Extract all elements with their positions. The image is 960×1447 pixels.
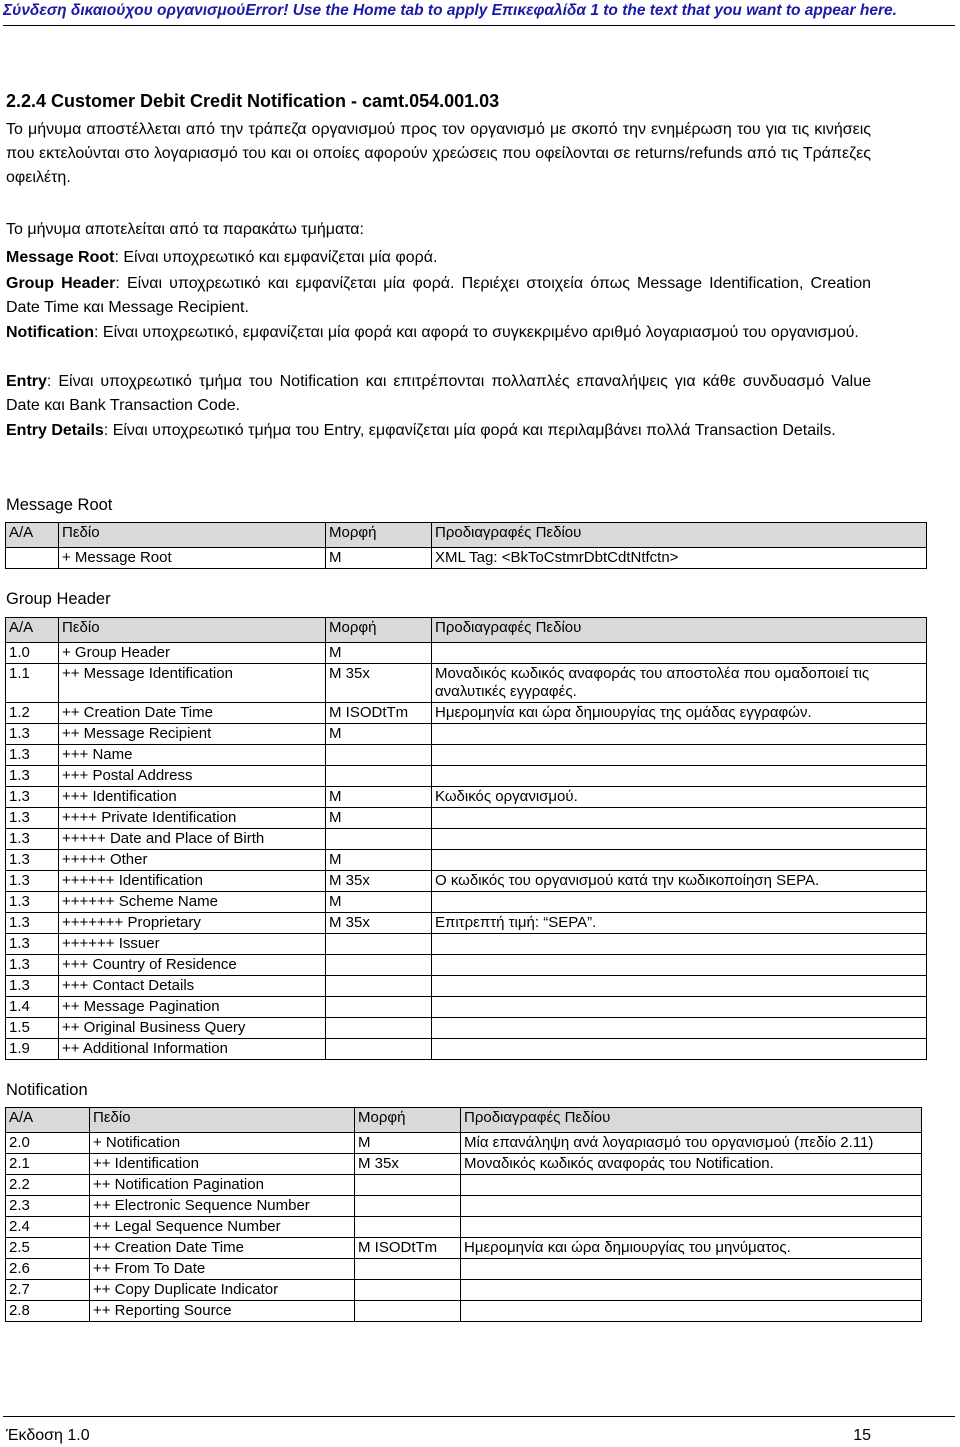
table-cell bbox=[432, 850, 927, 871]
table-cell: M bbox=[326, 892, 432, 913]
table-cell: 1.3 bbox=[6, 850, 59, 871]
table-row bbox=[6, 703, 927, 724]
table-cell: Ο κωδικός του οργανισμού κατά την κωδικοποίηση SEPA. bbox=[432, 871, 927, 892]
group-header-title: Group Header bbox=[6, 590, 111, 608]
table-cell bbox=[355, 1217, 461, 1238]
table-row bbox=[6, 1217, 922, 1238]
column-header: Προδιαγραφές Πεδίου bbox=[461, 1108, 922, 1133]
table-cell bbox=[461, 1280, 922, 1301]
table-cell: 2.6 bbox=[6, 1259, 90, 1280]
table-row bbox=[6, 664, 927, 703]
part-text: : Είναι υποχρεωτικό τμήμα του Notification και επιτρέπονται πολλαπλές επαναλήψεις για κάθε συνδυασμό Value Date και Bank Transaction Code. bbox=[6, 373, 871, 414]
table-row bbox=[6, 871, 927, 892]
table-cell: M 35x bbox=[326, 913, 432, 934]
column-header: Α/Α bbox=[6, 618, 59, 643]
table-row bbox=[6, 913, 927, 934]
table-cell bbox=[461, 1196, 922, 1217]
table-row bbox=[6, 643, 927, 664]
table-cell bbox=[355, 1196, 461, 1217]
table-cell bbox=[355, 1301, 461, 1322]
column-header: Μορφή bbox=[326, 618, 432, 643]
table-cell bbox=[461, 1259, 922, 1280]
table-cell: + Notification bbox=[90, 1133, 355, 1154]
table-cell: 2.8 bbox=[6, 1301, 90, 1322]
table-cell: Επιτρεπτή τιμή: “SEPA”. bbox=[432, 913, 927, 934]
table-cell: ++ Legal Sequence Number bbox=[90, 1217, 355, 1238]
table-cell bbox=[432, 643, 927, 664]
table-cell: M bbox=[326, 850, 432, 871]
table-cell: Ημερομηνία και ώρα δημιουργίας του μηνύματος. bbox=[461, 1238, 922, 1259]
table-row bbox=[6, 548, 927, 569]
column-header: Πεδίο bbox=[90, 1108, 355, 1133]
table-cell bbox=[432, 766, 927, 787]
table-cell: +++++++ Proprietary bbox=[59, 913, 326, 934]
table-cell bbox=[326, 955, 432, 976]
table-cell: 1.3 bbox=[6, 829, 59, 850]
table-cell: ++++ Private Identification bbox=[59, 808, 326, 829]
table-cell: 1.3 bbox=[6, 955, 59, 976]
table-cell: ++ Message Recipient bbox=[59, 724, 326, 745]
table-cell: +++ Contact Details bbox=[59, 976, 326, 997]
table-cell: ++ Electronic Sequence Number bbox=[90, 1196, 355, 1217]
parts-intro: Το μήνυμα αποτελείται από τα παρακάτω τμήματα: bbox=[6, 221, 364, 238]
table-cell bbox=[326, 997, 432, 1018]
table-cell bbox=[326, 1018, 432, 1039]
table-cell: 1.1 bbox=[6, 664, 59, 703]
table-cell bbox=[326, 1039, 432, 1060]
table-cell bbox=[326, 766, 432, 787]
table-cell bbox=[461, 1301, 922, 1322]
table-cell: ++ Message Pagination bbox=[59, 997, 326, 1018]
table-cell: +++ Identification bbox=[59, 787, 326, 808]
table-cell: M bbox=[355, 1133, 461, 1154]
table-cell: 1.3 bbox=[6, 808, 59, 829]
table-cell: 1.3 bbox=[6, 913, 59, 934]
table-cell: M bbox=[326, 724, 432, 745]
table-cell: ++ Creation Date Time bbox=[59, 703, 326, 724]
table-cell bbox=[6, 548, 59, 569]
notification-title: Notification bbox=[6, 1081, 88, 1099]
table-cell: ++ Identification bbox=[90, 1154, 355, 1175]
table-cell bbox=[432, 1039, 927, 1060]
section-heading: 2.2.4 Customer Debit Credit Notification - camt.054.001.03 bbox=[6, 91, 500, 111]
table-row bbox=[6, 787, 927, 808]
table-cell: ++ Notification Pagination bbox=[90, 1175, 355, 1196]
part-text: : Είναι υποχρεωτικό και εμφανίζεται μία φορά. Περιέχει στοιχεία όπως Message Identification, Creation Date Time και Message Recipient. bbox=[6, 275, 872, 316]
table-row bbox=[6, 724, 927, 745]
table-cell: 2.7 bbox=[6, 1280, 90, 1301]
footer-rule bbox=[3, 1416, 955, 1417]
table-cell: 1.4 bbox=[6, 997, 59, 1018]
column-header: Πεδίο bbox=[59, 523, 326, 548]
table-cell: 2.2 bbox=[6, 1175, 90, 1196]
column-header: Μορφή bbox=[355, 1108, 461, 1133]
table-cell: ++++++ Scheme Name bbox=[59, 892, 326, 913]
table-cell: M bbox=[326, 787, 432, 808]
table-header-row bbox=[6, 523, 927, 548]
table-row bbox=[6, 1018, 927, 1039]
table-cell: +++ Postal Address bbox=[59, 766, 326, 787]
table-cell bbox=[432, 808, 927, 829]
part-text: : Είναι υποχρεωτικό, εμφανίζεται μία φορά και αφορά το συγκεκριμένο αριθμό λογαριασμού του οργανισμού. bbox=[94, 324, 859, 341]
table-header-row bbox=[6, 1108, 922, 1133]
running-header: Σύνδεση δικαιούχου οργανισμούError! Use the Home tab to apply Επικεφαλίδα 1 to the text that you want to appear here. bbox=[3, 2, 897, 19]
table-row bbox=[6, 1039, 927, 1060]
table-cell: 1.9 bbox=[6, 1039, 59, 1060]
part-text: : Είναι υποχρεωτικό και εμφανίζεται μία φορά. bbox=[114, 249, 438, 266]
part-entry bbox=[6, 370, 871, 418]
table-row bbox=[6, 892, 927, 913]
table-cell: 1.3 bbox=[6, 871, 59, 892]
table-cell: M bbox=[326, 808, 432, 829]
table-cell: 2.5 bbox=[6, 1238, 90, 1259]
table-row bbox=[6, 1196, 922, 1217]
part-text: : Είναι υποχρεωτικό τμήμα του Entry, εμφανίζεται μία φορά και περιλαμβάνει πολλά Transaction Details. bbox=[103, 422, 836, 439]
table-row bbox=[6, 850, 927, 871]
table-cell: 2.1 bbox=[6, 1154, 90, 1175]
table-cell bbox=[326, 976, 432, 997]
table-row bbox=[6, 1280, 922, 1301]
table-cell: M ISODtTm bbox=[355, 1238, 461, 1259]
header-rule bbox=[3, 25, 955, 26]
table-cell: + Message Root bbox=[59, 548, 326, 569]
part-term: Notification bbox=[6, 324, 94, 341]
table-cell bbox=[432, 955, 927, 976]
table-row bbox=[6, 1154, 922, 1175]
table-row bbox=[6, 1133, 922, 1154]
table-cell bbox=[355, 1280, 461, 1301]
table-cell: ++ Additional Information bbox=[59, 1039, 326, 1060]
edition-label: Έκδοση 1.0 bbox=[6, 1427, 90, 1444]
table-cell: ++ Message Identification bbox=[59, 664, 326, 703]
table-cell: M ISODtTm bbox=[326, 703, 432, 724]
column-header: Προδιαγραφές Πεδίου bbox=[432, 523, 927, 548]
table-cell bbox=[432, 997, 927, 1018]
table-cell bbox=[355, 1175, 461, 1196]
column-header: Προδιαγραφές Πεδίου bbox=[432, 618, 927, 643]
table-cell: Ημερομηνία και ώρα δημιουργίας της ομάδας εγγραφών. bbox=[432, 703, 927, 724]
table-cell: Κωδικός οργανισμού. bbox=[432, 787, 927, 808]
table-cell: 1.3 bbox=[6, 787, 59, 808]
table-cell: 2.0 bbox=[6, 1133, 90, 1154]
part-entry-details bbox=[6, 419, 871, 443]
table-row bbox=[6, 745, 927, 766]
table-cell bbox=[432, 724, 927, 745]
table-row bbox=[6, 997, 927, 1018]
table-cell: 1.3 bbox=[6, 976, 59, 997]
table-cell: ++ Original Business Query bbox=[59, 1018, 326, 1039]
table-cell: Μοναδικός κωδικός αναφοράς του αποστολέα που ομαδοποιεί τις αναλυτικές εγγραφές. bbox=[432, 664, 927, 703]
table-cell: 1.5 bbox=[6, 1018, 59, 1039]
table-cell: 1.3 bbox=[6, 745, 59, 766]
table-header-row bbox=[6, 618, 927, 643]
table-row bbox=[6, 1301, 922, 1322]
table-row bbox=[6, 1238, 922, 1259]
table-cell: 1.3 bbox=[6, 766, 59, 787]
table-cell bbox=[432, 829, 927, 850]
table-row bbox=[6, 829, 927, 850]
table-cell: Μία επανάληψη ανά λογαριασμό του οργανισμού (πεδίο 2.11) bbox=[461, 1133, 922, 1154]
intro-paragraph: Το μήνυμα αποστέλλεται από την τράπεζα οργανισμού προς τον οργανισμό με σκοπό την ενημέρωση του για τις κινήσεις που εκτελούνται στο λογαριασμό του και οι οποίες αφορούν χρεώσεις που οφείλονται σε returns/refunds από τις Τράπεζες οφειλέτη. bbox=[6, 121, 871, 186]
column-header: Α/Α bbox=[6, 1108, 90, 1133]
part-term: Message Root bbox=[6, 249, 115, 266]
table-row bbox=[6, 1259, 922, 1280]
part-term: Entry bbox=[6, 373, 47, 390]
table-cell: ++ Reporting Source bbox=[90, 1301, 355, 1322]
table-cell bbox=[326, 829, 432, 850]
table-row bbox=[6, 955, 927, 976]
table-cell: M 35x bbox=[326, 664, 432, 703]
table-cell bbox=[432, 892, 927, 913]
part-term: Group Header bbox=[6, 275, 116, 292]
table-cell bbox=[355, 1259, 461, 1280]
table-cell bbox=[461, 1217, 922, 1238]
table-cell bbox=[461, 1175, 922, 1196]
table-cell: ++ Copy Duplicate Indicator bbox=[90, 1280, 355, 1301]
table-cell: XML Tag: <BkToCstmrDbtCdtNtfctn> bbox=[432, 548, 927, 569]
table-row bbox=[6, 1175, 922, 1196]
table-cell: M 35x bbox=[326, 871, 432, 892]
column-header: Μορφή bbox=[326, 523, 432, 548]
table-cell: 2.4 bbox=[6, 1217, 90, 1238]
part-group-header bbox=[6, 272, 871, 320]
table-cell: 1.0 bbox=[6, 643, 59, 664]
table-cell: M bbox=[326, 548, 432, 569]
part-message-root bbox=[6, 246, 871, 270]
page-number: 15 bbox=[853, 1427, 871, 1444]
table-cell: 2.3 bbox=[6, 1196, 90, 1217]
table-cell: ++ From To Date bbox=[90, 1259, 355, 1280]
table-cell: 1.3 bbox=[6, 724, 59, 745]
message-root-title: Message Root bbox=[6, 496, 113, 514]
table-cell: M 35x bbox=[355, 1154, 461, 1175]
group-header-table bbox=[5, 617, 927, 1060]
table-cell bbox=[326, 745, 432, 766]
table-cell: +++ Name bbox=[59, 745, 326, 766]
table-row bbox=[6, 766, 927, 787]
table-cell: +++++ Date and Place of Birth bbox=[59, 829, 326, 850]
column-header: Α/Α bbox=[6, 523, 59, 548]
table-cell: 1.2 bbox=[6, 703, 59, 724]
table-cell bbox=[432, 1018, 927, 1039]
table-row bbox=[6, 976, 927, 997]
message-root-table bbox=[5, 522, 927, 569]
table-cell: + Group Header bbox=[59, 643, 326, 664]
table-cell: +++ Country of Residence bbox=[59, 955, 326, 976]
table-cell: +++++ Other bbox=[59, 850, 326, 871]
table-cell: ++++++ Identification bbox=[59, 871, 326, 892]
column-header: Πεδίο bbox=[59, 618, 326, 643]
notification-table bbox=[5, 1107, 922, 1322]
part-term: Entry Details bbox=[6, 422, 104, 439]
table-cell: ++++++ Issuer bbox=[59, 934, 326, 955]
table-cell: 1.3 bbox=[6, 892, 59, 913]
table-cell bbox=[432, 934, 927, 955]
table-row bbox=[6, 934, 927, 955]
table-cell bbox=[326, 934, 432, 955]
table-row bbox=[6, 808, 927, 829]
table-cell bbox=[432, 745, 927, 766]
table-cell: M bbox=[326, 643, 432, 664]
part-notification bbox=[6, 321, 871, 345]
table-cell bbox=[432, 976, 927, 997]
table-cell: ++ Creation Date Time bbox=[90, 1238, 355, 1259]
table-cell: 1.3 bbox=[6, 934, 59, 955]
table-cell: Μοναδικός κωδικός αναφοράς του Notification. bbox=[461, 1154, 922, 1175]
